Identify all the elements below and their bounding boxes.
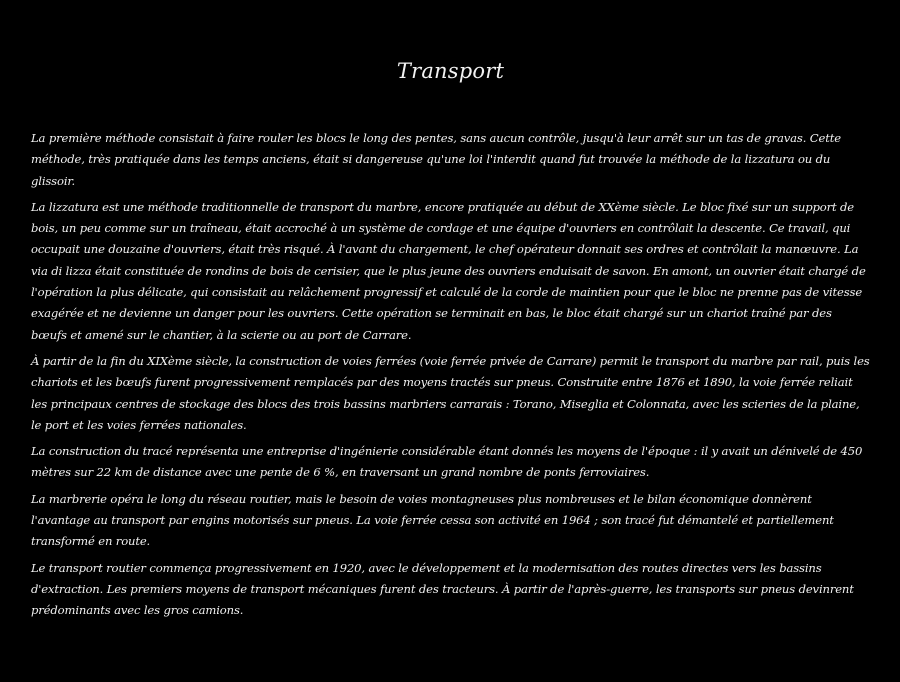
paragraph-first-method: La première méthode consistait à faire rouler les blocs le long des pentes, sans aucun contrôle, jusqu'à leur arrêt sur un tas de gravas. Cette méthode, très pratiquée dans les temps anciens, était si dangereuse qu'une loi l'interdit quand fut trouvée la méthode de la lizzatura ou du glissoir.: [31, 131, 841, 188]
paragraph-route-construction: La construction du tracé représenta une entreprise d'ingénierie considérable étant donnés les moyens de l'époque : il y avait un dénivelé de 450 mètres sur 22 km de distance avec une pente de 6 %, en traversant un grand nombre de ponts ferroviaires.: [31, 444, 863, 480]
paragraph-road-network: La marbrerie opéra le long du réseau routier, mais le besoin de voies montagneuses plus nombreuses et le bilan économique donnèrent l'avantage au transport par engins motorisés sur pneus. La voie ferrée cessa son activité en 1964 ; son tracé fut démantelé et partiellement transformé en route.: [31, 491, 834, 549]
paragraph-road-transport: Le transport routier commença progressivement en 1920, avec le développement et la modernisation des routes directes vers les bassins d'extraction. Les premiers moyens de transport mécaniques furent des tracteurs. À partir de l'après-guerre, les transports sur pneus devinrent prédominants avec les gros camions.: [31, 560, 854, 618]
page-title: Transport: [396, 59, 505, 83]
paragraph-railway: À partir de la fin du XIXème siècle, la construction de voies ferrées (voie ferrée privée de Carrare) permit le transport du marbre par rail, puis les chariots et les bœufs furent progressivement remplacés par des moyens tractés sur pneus. Construite entre 1876 et 1890, la voie ferrée reliait les principaux centres de stockage des blocs des trois bassins marbriers carrarais : Torano, Miseglia et Colonnata, avec les scieries de la plaine, le port et les voies ferrées nationales.: [31, 353, 870, 432]
article-body: [31, 128, 870, 622]
paragraph-lizzatura: La lizzatura est une méthode traditionnelle de transport du marbre, encore pratiquée au début de XXème siècle. Le bloc fixé sur un support de bois, un peu comme sur un traîneau, était accroché à un système de cordage et une équipe d'ouvriers en contrôlait la descente. Ce travail, qui occupait une douzaine d'ouvriers, était très risqué. À l'avant du chargement, le chef opérateur donnait ses ordres et contrôlait la manœuvre. La via di lizza était constituée de rondins de bois de cerisier, que le plus jeune des ouvriers enduisait de savon. En amont, un ouvrier était chargé de l'opération la plus délicate, qui consistait au relâchement progressif et calculé de la corde de maintien pour que le bloc ne prenne pas de vitesse exagérée et ne devienne un danger pour les ouvriers. Cette opération se terminait en bas, le bloc était chargé sur un chariot traîné par des bœufs et amené sur le chantier, à la scierie ou au port de Carrare.: [31, 199, 866, 342]
